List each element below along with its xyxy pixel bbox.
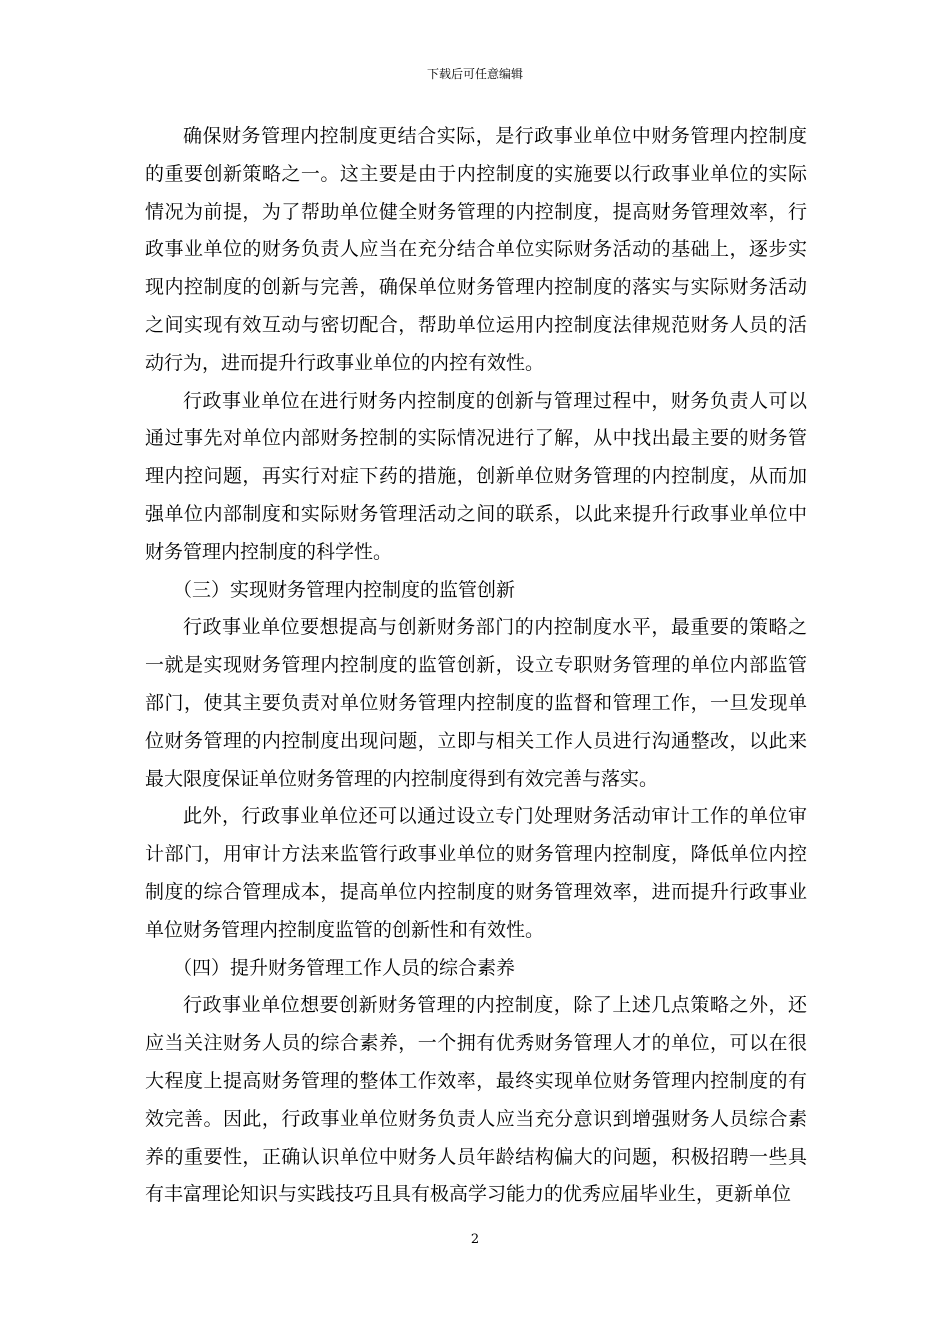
paragraph: 行政事业单位要想提高与创新财务部门的内控制度水平，最重要的策略之一就是实现财务管理内控制度的监管创新，设立专职财务管理的单位内部监管部门，使其主要负责对单位财务管理内控制度的监督和管理工作，一旦发现单位财务管理的内控制度出现问题，立即与相关工作人员进行沟通整改，以此来最大限度保证单位财务管理的内控制度得到有效完善与落实。 bbox=[145, 616, 807, 790]
section-heading: （三）实现财务管理内控制度的监管创新 bbox=[173, 578, 516, 601]
page-number: 2 bbox=[470, 1232, 480, 1247]
document-body bbox=[145, 118, 807, 1214]
paragraph: 行政事业单位在进行财务内控制度的创新与管理过程中，财务负责人可以通过事先对单位内部财务控制的实际情况进行了解，从中找出最主要的财务管理内控问题，再实行对症下药的措施，创新单位财务管理的内控制度，从而加强单位内部制度和实际财务管理活动之间的联系，以此来提升行政事业单位中财务管理内控制度的科学性。 bbox=[145, 389, 807, 563]
paragraph: 此外，行政事业单位还可以通过设立专门处理财务活动审计工作的单位审计部门，用审计方法来监管行政事业单位的财务管理内控制度，降低单位内控制度的综合管理成本，提高单位内控制度的财务管理效率，进而提升行政事业单位财务管理内控制度监管的创新性和有效性。 bbox=[145, 805, 807, 941]
page-header: 下载后可任意编辑 bbox=[426, 67, 523, 81]
paragraph: 行政事业单位想要创新财务管理的内控制度，除了上述几点策略之外，还应当关注财务人员的综合素养，一个拥有优秀财务管理人才的单位，可以在很大程度上提高财务管理的整体工作效率，最终实现单位财务管理内控制度的有效完善。因此，行政事业单位财务负责人应当充分意识到增强财务人员综合素养的重要性，正确认识单位中财务人员年龄结构偏大的问题，积极招聘一些具有丰富理论知识与实践技巧且具有极高学习能力的优秀应届毕业生，更新单位 bbox=[145, 994, 807, 1206]
paragraph: 确保财务管理内控制度更结合实际，是行政事业单位中财务管理内控制度的重要创新策略之一。这主要是由于内控制度的实施要以行政事业单位的实际情况为前提，为了帮助单位健全财务管理的内控制度，提高财务管理效率，行政事业单位的财务负责人应当在充分结合单位实际财务活动的基础上，逐步实现内控制度的创新与完善，确保单位财务管理内控制度的落实与实际财务活动之间实现有效互动与密切配合，帮助单位运用内控制度法律规范财务人员的活动行为，进而提升行政事业单位的内控有效性。 bbox=[145, 125, 807, 374]
section-heading: （四）提升财务管理工作人员的综合素养 bbox=[173, 956, 516, 979]
